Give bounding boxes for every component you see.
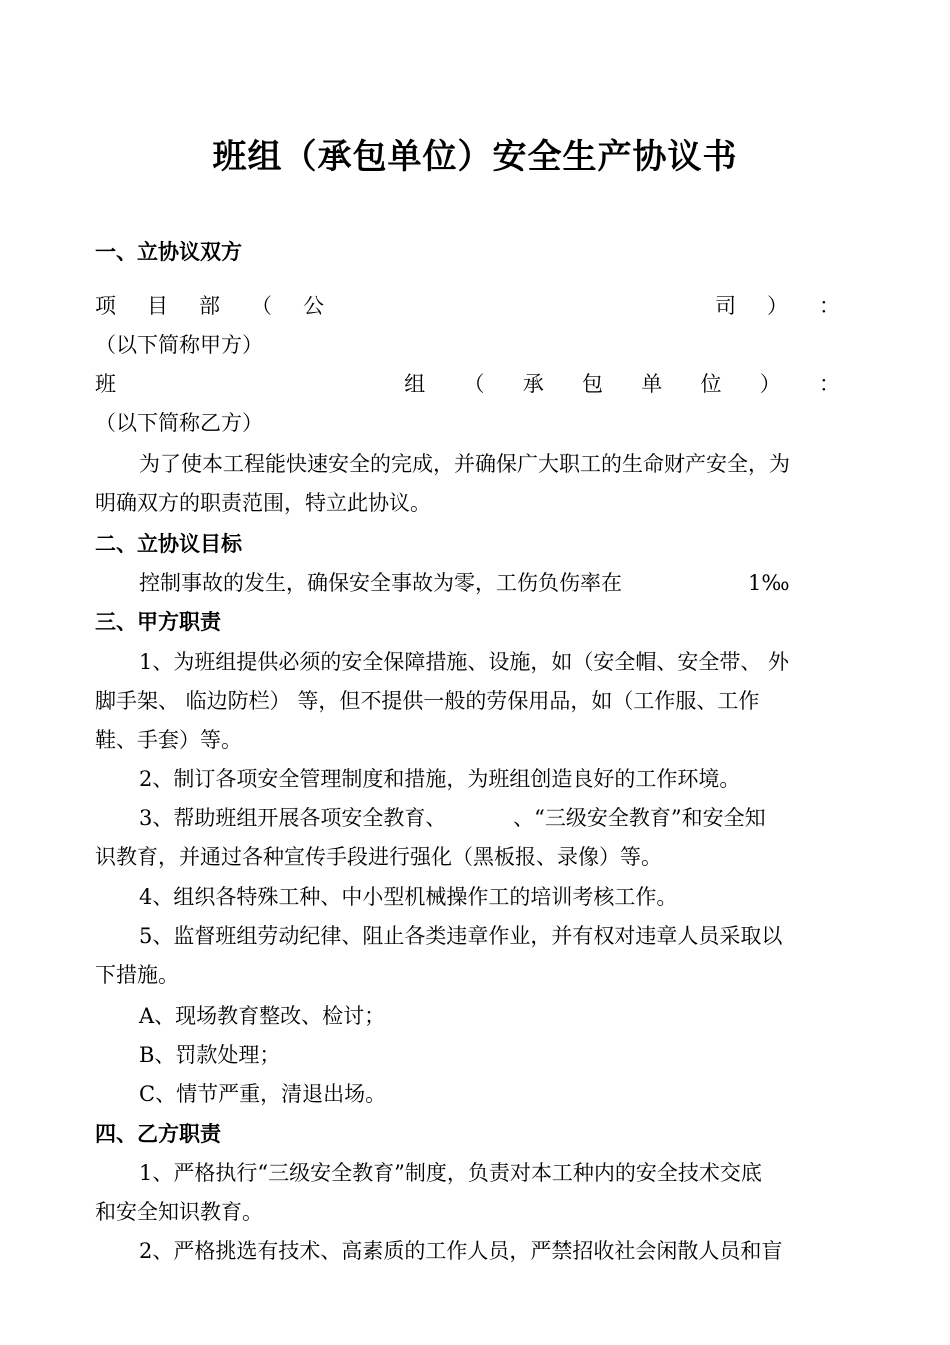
party-b-char: 组	[404, 372, 426, 396]
party-b-line	[95, 370, 840, 398]
purpose-paragraph-line: 为了使本工程能快速安全的完成，并确保广大职工的生命财产安全，为	[139, 452, 790, 476]
party-a-char: ：	[819, 294, 840, 318]
section-heading-goal: 二、立协议目标	[95, 532, 242, 556]
party-a-char: ）	[767, 294, 788, 318]
party-a-char: 部	[199, 294, 220, 318]
party-a-duty-line: 脚手架、 临边防栏） 等，但不提供一般的劳保用品，如（工作服、工作	[95, 689, 760, 713]
section-heading-party-a-duties: 三、甲方职责	[95, 610, 221, 634]
party-b-note: （以下简称乙方）	[95, 411, 263, 435]
party-b-char: （	[463, 372, 485, 396]
party-b-char: ：	[819, 372, 840, 396]
goal-value: 1‰	[748, 571, 790, 595]
section-heading-party-b-duties: 四、乙方职责	[95, 1122, 221, 1146]
party-a-measure-item: B、罚款处理；	[139, 1043, 281, 1067]
party-b-duty-line: 和安全知识教育。	[95, 1200, 263, 1224]
party-a-char: 项	[95, 294, 116, 318]
party-a-duty-line: 4、组织各特殊工种、中小型机械操作工的培训考核工作。	[139, 885, 678, 909]
party-b-duty-line: 1、严格执行“三级安全教育”制度，负责对本工种内的安全技术交底	[139, 1161, 762, 1185]
party-a-duty-line: 3、帮助班组开展各项安全教育、 、“三级安全教育”和安全知	[139, 806, 766, 830]
party-b-char: 班	[95, 372, 116, 396]
party-a-duty-line: 识教育，并通过各种宣传手段进行强化（黑板报、录像）等。	[95, 845, 662, 869]
party-a-note: （以下简称甲方）	[95, 333, 263, 357]
goal-text: 控制事故的发生，确保安全事故为零，工伤负伤率在	[139, 571, 622, 595]
purpose-paragraph-line: 明确双方的职责范围，特立此协议。	[95, 491, 431, 515]
party-a-char: 公	[303, 294, 324, 318]
party-b-char: 承	[522, 372, 544, 396]
party-b-char: 单	[641, 372, 663, 396]
section-heading-parties: 一、立协议双方	[95, 240, 242, 264]
party-a-duty-line: 鞋、手套）等。	[95, 728, 242, 752]
party-a-measure-item: C、情节严重，清退出场。	[139, 1082, 387, 1106]
party-b-char: ）	[759, 372, 781, 396]
party-a-duty-line: 下措施。	[95, 963, 179, 987]
party-a-duty-line: 2、制订各项安全管理制度和措施，为班组创造良好的工作环境。	[139, 767, 741, 791]
party-a-char: 目	[147, 294, 168, 318]
party-a-char: （	[251, 294, 272, 318]
party-a-measure-item: A、现场教育整改、检讨；	[139, 1004, 386, 1028]
party-b-char: 包	[582, 372, 603, 396]
party-b-char: 位	[700, 372, 722, 396]
party-b-duty-line: 2、严格挑选有技术、高素质的工作人员，严禁招收社会闲散人员和盲	[139, 1239, 783, 1263]
party-a-char: 司	[715, 294, 736, 318]
party-a-duty-line: 5、监督班组劳动纪律、阻止各类违章作业，并有权对违章人员采取以	[139, 924, 783, 948]
document-title: 班组（承包单位）安全生产协议书	[212, 137, 738, 177]
party-a-duty-line: 1、为班组提供必须的安全保障措施、设施，如（安全帽、安全带、 外	[139, 650, 790, 674]
party-a-line	[95, 292, 840, 320]
